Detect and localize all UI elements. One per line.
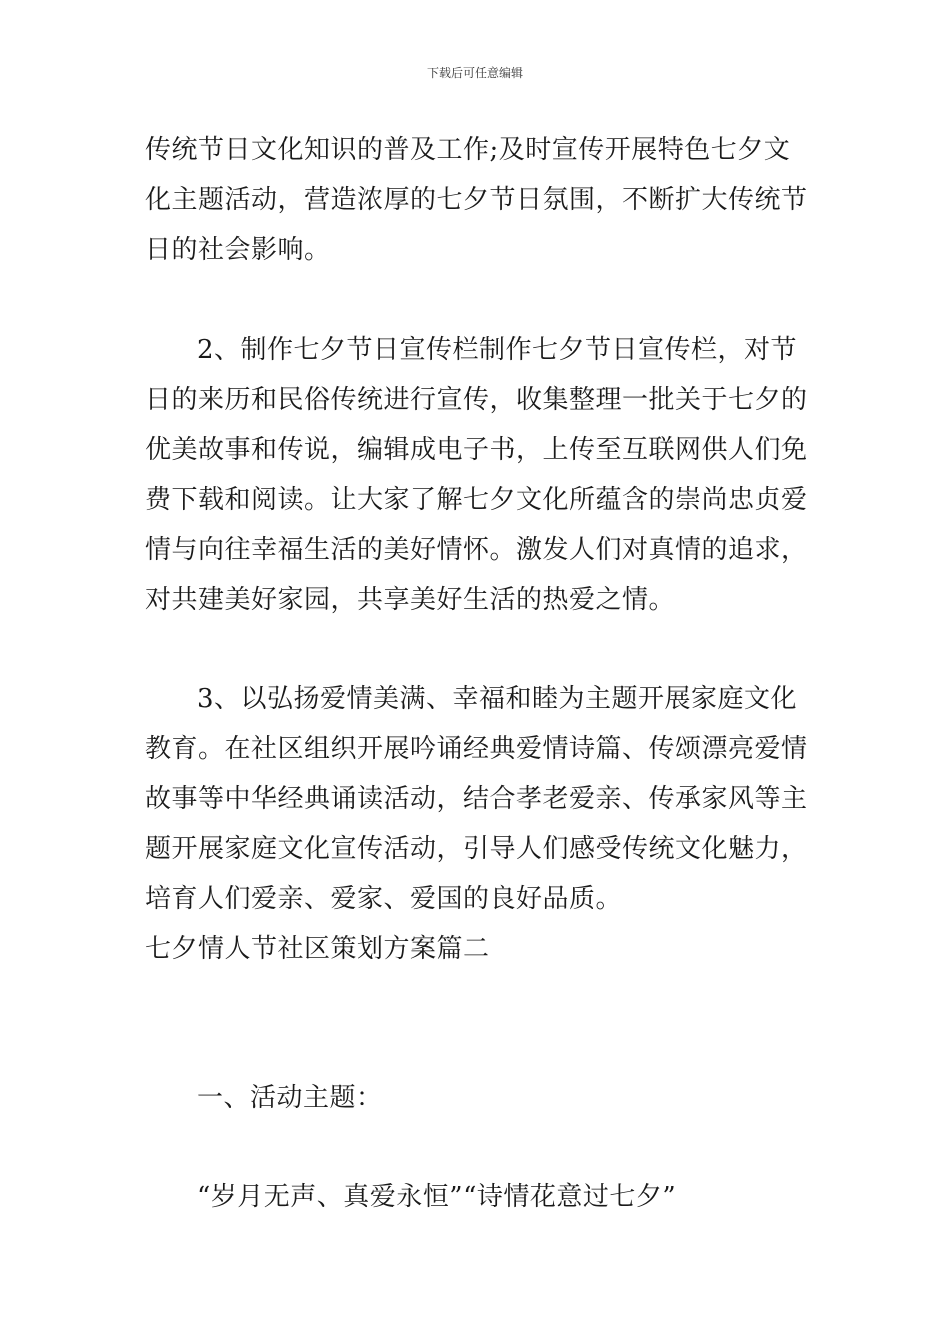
activity-theme-quote: “岁月无声、真爱永恒”“诗情花意过七夕” [197,1182,677,1212]
page-header: 下载后可任意编辑 [426,66,523,80]
paragraph-item-3: 3、以弘扬爱情美满、幸福和睦为主题开展家庭文化教育。在社区组织开展吟诵经典爱情诗篇、传颂漂亮爱情故事等中华经典诵读活动，结合孝老爱亲、传承家风等主题开展家庭文化宣传活动，引导人们感受传统文化魅力，培育人们爱亲、爱家、爱国的良好品质。 [145,684,808,914]
paragraph-continuation: 传统节日文化知识的普及工作;及时宣传开展特色七夕文化主题活动，营造浓厚的七夕节日氛围，不断扩大传统节日的社会影响。 [145,135,808,265]
section-title: 七夕情人节社区策划方案篇二 [145,934,490,964]
heading-activity-theme: 一、活动主题： [197,1083,383,1113]
paragraph-item-2: 2、制作七夕节日宣传栏制作七夕节日宣传栏，对节日的来历和民俗传统进行宣传，收集整理一批关于七夕的优美故事和传说，编辑成电子书，上传至互联网供人们免费下载和阅读。让大家了解七夕文化所蕴含的崇尚忠贞爱情与向往幸福生活的美好情怀。激发人们对真情的追求，对共建美好家园，共享美好生活的热爱之情。 [145,335,808,615]
